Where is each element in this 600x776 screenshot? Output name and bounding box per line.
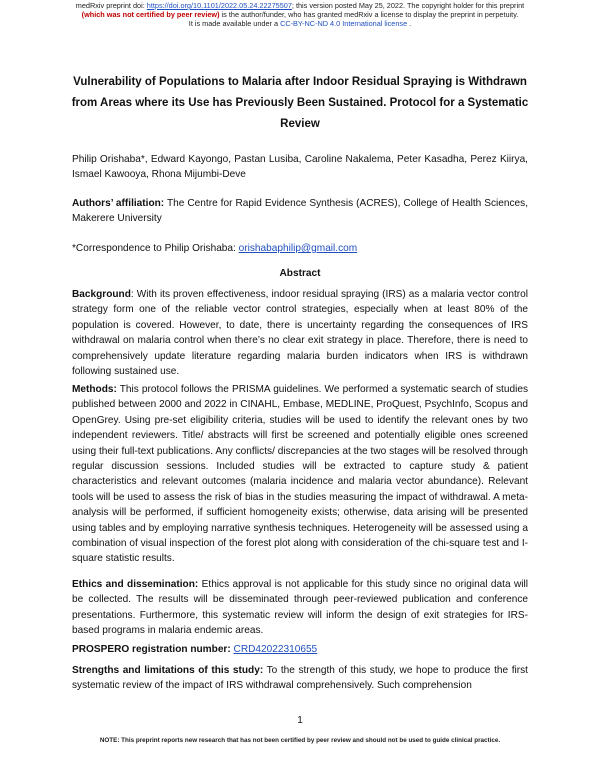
paper-title: Vulnerability of Populations to Malaria after Indoor Residual Spraying is Withdrawn from Areas where its Use has Previously Been Sustained. Protocol for a Systematic Review — [71, 76, 529, 130]
strengths-paragraph — [72, 663, 528, 694]
prospero-label: PROSPERO registration number: — [72, 644, 231, 655]
doi-link[interactable]: https://doi.org/10.1101/2022.05.24.22275507 — [146, 1, 292, 10]
preprint-header — [0, 2, 600, 28]
preprint-footer-note: NOTE: This preprint reports new research that has not been certified by peer review and should not be used to guide clinical practice. — [99, 737, 501, 744]
header-version-text: ; this version posted May 25, 2022. The copyright holder for this preprint — [291, 1, 525, 10]
peer-review-notice: (which was not certified by peer review) — [81, 9, 220, 19]
strengths-text: To the strength of this study, we hope to produce the first systematic review of the impact of IRS withdrawal comprehensively. Such comprehension — [72, 665, 528, 692]
methods-label: Methods: — [72, 384, 117, 395]
prospero-link[interactable]: CRD42022310655 — [233, 644, 318, 655]
header-license-prefix: It is made available under a — [188, 18, 281, 28]
affiliation-label: Authors’ affiliation: — [72, 198, 165, 209]
affiliation-text: The Centre for Rapid Evidence Synthesis (ACRES), College of Health Sciences, Makerere University — [72, 198, 528, 225]
correspondence — [72, 241, 528, 256]
abstract-heading: Abstract — [279, 268, 321, 279]
background-paragraph — [72, 287, 528, 379]
page-number: 1 — [297, 715, 303, 726]
ethics-label: Ethics and dissemination: — [72, 579, 199, 590]
header-license-suffix: . — [407, 18, 412, 28]
background-label: Background — [72, 289, 131, 300]
ethics-text: Ethics approval is not applicable for this study since no original data will be collected. The results will be disseminated through peer-reviewed publication and conference presentations. Furthermore, this systematic review will inform the design of exit strategies for IRS-based programs in malaria endemic areas. — [72, 579, 528, 637]
methods-paragraph — [72, 382, 528, 567]
header-line-3 — [0, 20, 600, 29]
methods-text: This protocol follows the PRISMA guidelines. We performed a systematic search of studies published between 2000 and 2022 in CINAHL, Embase, MEDLINE, ProQuest, PsychInfo, Scopus and OpenGrey. Using pre-set eligibility criteria, studies will be used to identify the relevant ones by two independent reviewers. Title/ abstracts will first be screened and potentially eligible ones screened using their full-text publications. Any conflicts/ discrepancies at the two stages will be resolved through regular discussion sessions. Included studies will be extracted to capture study & patient characteristics and relevant outcomes (malaria incidence and malaria vector abundance). Relevant tools will be used to assess the risk of bias in the studies measuring the impact of withdrawal. A meta-analysis will be performed, if sufficient homogeneity exists; otherwise, data arising will be presented using tables and by employing narrative synthesis techniques. Heterogeneity will be assessed using a combination of visual inspection of the forest plot along with consideration of the chi-square test and I-square statistic results. — [72, 384, 528, 565]
prospero-line — [72, 642, 528, 657]
header-doi-prefix: medRxiv preprint doi: — [75, 1, 147, 10]
ethics-paragraph — [72, 577, 528, 639]
correspondence-text: *Correspondence to Philip Orishaba: — [72, 243, 239, 254]
background-text: : With its proven effectiveness, indoor residual spraying (IRS) as a malaria vector control strategy form one of the reliable vector control strategies, especially when at least 80% of the population is covered. However, to date, there is uncertainty regarding the consequences of IRS withdrawal on malaria control when there’s no clear exit strategy in place. Therefore, there is need to comprehensively update literature regarding malaria burden indicators when IRS is withdrawn following sustained use. — [72, 289, 528, 378]
strengths-label: Strengths and limitations of this study: — [72, 665, 264, 676]
affiliation — [72, 196, 528, 227]
license-link[interactable]: CC-BY-NC-ND 4.0 International license — [280, 18, 408, 28]
email-link[interactable]: orishabaphilip@gmail.com — [238, 243, 358, 254]
author-list: Philip Orishaba*, Edward Kayongo, Pastan Lusiba, Caroline Nakalema, Peter Kasadha, Perez Kiirya, Ismael Kawooya, Rhona Mijumbi-Deve — [72, 154, 528, 181]
header-license-text: is the author/funder, who has granted medRxiv a license to display the preprint in perpetuity. — [219, 9, 519, 19]
